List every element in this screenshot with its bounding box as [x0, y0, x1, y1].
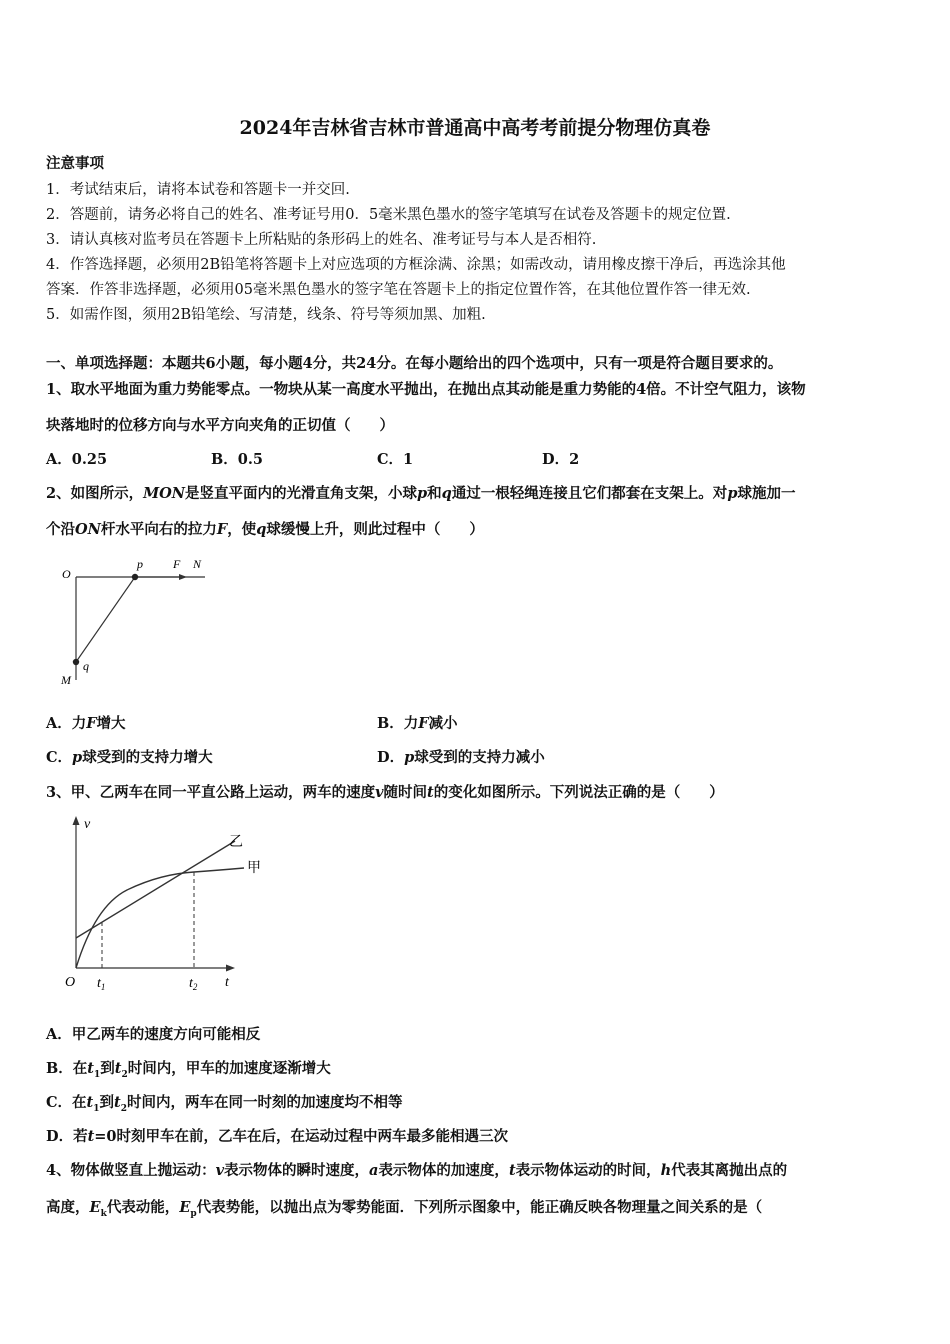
label-t: t [225, 975, 229, 990]
q3-option-b: B．在$t_1$到$t_2$时间内，甲车的加速度逐渐增大 [46, 1060, 331, 1080]
q3-option-d: D．若t=0时刻甲车在前，乙车在后，在运动过程中两车最多能相遇三次 [46, 1128, 509, 1145]
q2-option-b: B．力F减小 [377, 715, 458, 732]
note-item-1: 1．考试结束后，请将本试卷和答题卡一并交回. [46, 182, 350, 198]
curve-jia [76, 868, 244, 968]
q1-option-b: B．0.5 [211, 451, 263, 468]
q3-stem: 3、甲、乙两车在同一平直公路上运动，两车的速度v随时间t的变化如图所示。下列说法正确的是（ ） [46, 784, 724, 801]
q2-option-a: A．力F增大 [46, 715, 126, 732]
q1-stem-line2: 块落地时的位移方向与水平方向夹角的正切值（ ） [46, 417, 394, 434]
q3-option-a: A．甲乙两车的速度方向可能相反 [46, 1026, 261, 1043]
note-item-4: 4．作答选择题，必须用2B铅笔将答题卡上对应选项的方框涂满、涂黑；如需改动，请用橡皮擦干净后，再选涂其他 [46, 257, 786, 273]
page-title: 2024年吉林省吉林市普通高中高考考前提分物理仿真卷 [239, 117, 711, 139]
note-item-4-cont: 答案．作答非选择题，必须用05毫米黑色墨水的签字笔在答题卡上的指定位置作答，在其他位置作答一律无效. [46, 282, 751, 298]
label-v: v [84, 817, 91, 832]
t-axis-arrow [226, 965, 235, 972]
q4-stem-line1: 4、物体做竖直上抛运动：v表示物体的瞬时速度，a表示物体的加速度，t表示物体运动的时间，h代表其离抛出点的 [46, 1162, 788, 1179]
q1-option-a: A．0.25 [46, 451, 108, 468]
q2-figure [55, 552, 215, 692]
label-q: q [83, 659, 89, 673]
force-arrowhead [179, 574, 187, 580]
label-t1: $t_1$ [97, 976, 106, 992]
note-item-3: 3．请认真核对监考员在答题卡上所粘贴的条形码上的姓名、准考证号与本人是否相符. [46, 232, 597, 248]
q1-option-c: C．1 [377, 451, 414, 468]
ball-p [132, 574, 138, 580]
q2-option-d: D．p球受到的支持力减小 [377, 749, 545, 766]
line-yi [76, 841, 235, 938]
label-yi: 乙 [229, 835, 243, 850]
note-item-2: 2．答题前，请务必将自己的姓名、准考证号用0．5毫米黑色墨水的签字笔填写在试卷及答题卡的规定位置. [46, 207, 731, 223]
label-n: N [193, 557, 202, 571]
label-f: F [173, 557, 181, 571]
v-axis-arrow [73, 816, 80, 825]
q2-option-c: C．p球受到的支持力增大 [46, 749, 213, 766]
rope [76, 577, 135, 662]
label-jia: 甲 [247, 861, 261, 876]
section-heading: 一、单项选择题：本题共6小题，每小题4分，共24分。在每小题给出的四个选项中，只有一项是符合题目要求的。 [46, 355, 783, 372]
q3-vt-graph [55, 810, 275, 1000]
q2-stem-line1: 2、如图所示，MON是竖直平面内的光滑直角支架，小球p和q通过一根轻绳连接且它们都套在支架上。对p球施加一 [46, 485, 796, 502]
q3-option-c: C．在$t_1$到$t_2$时间内，两车在同一时刻的加速度均不相等 [46, 1094, 403, 1114]
label-origin: O [65, 975, 76, 990]
q4-stem-line2: 高度，$E_k$代表动能，$E_p$代表势能，以抛出点为零势能面．下列所示图象中，能正确反映各物理量之间关系的是（ [46, 1199, 763, 1219]
q1-stem-line1: 1、取水平地面为重力势能零点。一物块从某一高度水平抛出，在抛出点其动能是重力势能的4倍。不计空气阻力，该物 [46, 381, 806, 398]
label-p: p [137, 557, 143, 571]
q1-option-d: D．2 [542, 451, 580, 468]
note-item-5: 5．如需作图，须用2B铅笔绘、写清楚，线条、符号等须加黑、加粗. [46, 307, 486, 323]
q2-stem-line2: 个沿ON杆水平向右的拉力F，使q球缓慢上升，则此过程中（ ） [46, 521, 484, 538]
label-m: M [61, 673, 71, 687]
label-o: O [62, 567, 71, 581]
notes-heading: 注意事项 [46, 155, 104, 172]
label-t2: $t_2$ [189, 976, 198, 992]
ball-q [73, 659, 79, 665]
